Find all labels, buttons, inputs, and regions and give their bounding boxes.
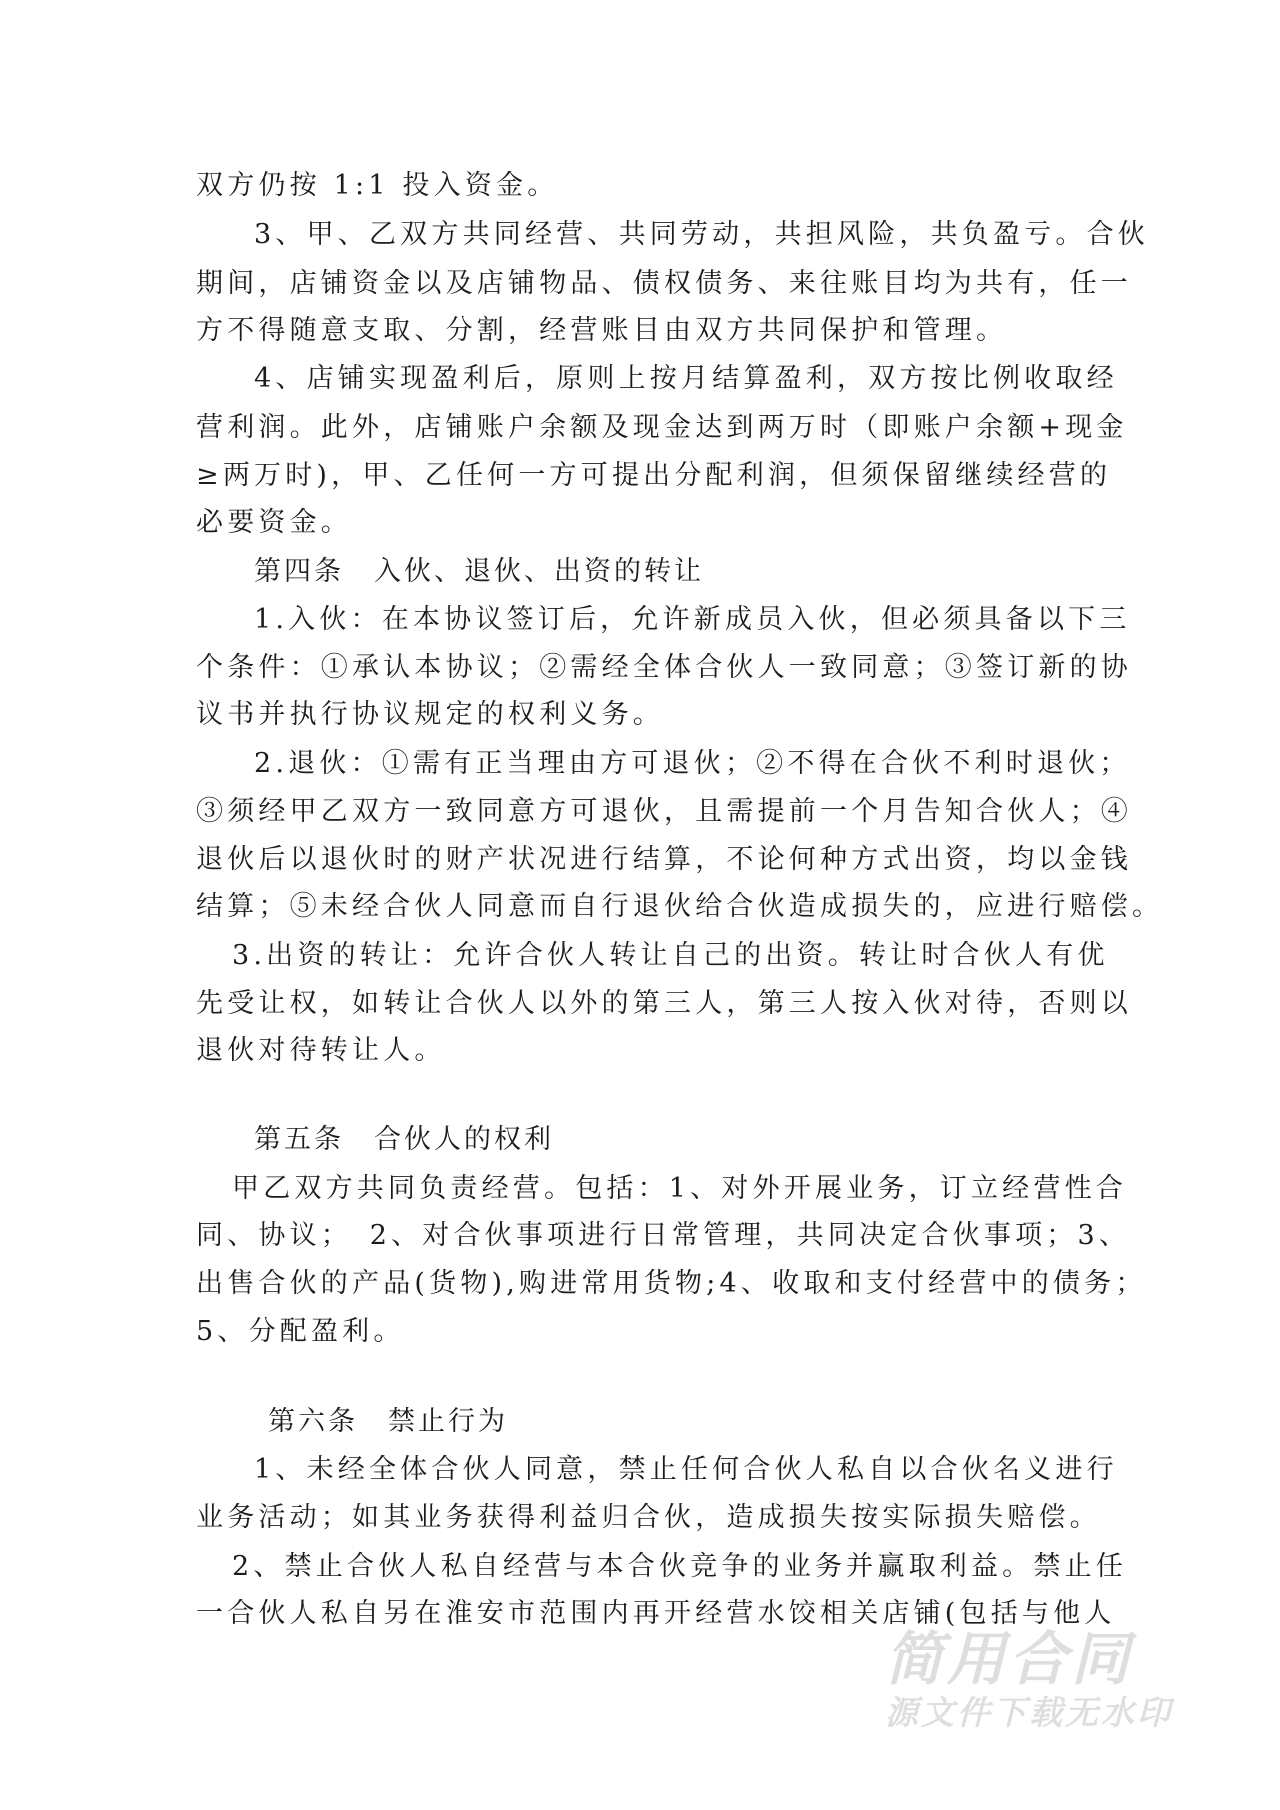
document-line: 4、店铺实现盈利后，原则上按月结算盈利，双方按比例收取经 bbox=[254, 363, 1118, 395]
document-line: 结算；⑤未经合伙人同意而自行退伙给合伙造成损失的，应进行赔偿。 bbox=[196, 891, 1164, 923]
watermark-slogan: 源文件下载无水印 bbox=[885, 1693, 1173, 1732]
document-line: 一合伙人私自另在淮安市范围内再开经营水饺相关店铺(包括与他人 bbox=[196, 1598, 1116, 1630]
document-line: 方不得随意支取、分割，经营账目由双方共同保护和管理。 bbox=[196, 315, 1008, 347]
document-line: 退伙对待转让人。 bbox=[196, 1035, 446, 1067]
document-line: 3.出资的转让：允许合伙人转让自己的出资。转让时合伙人有优 bbox=[232, 940, 1109, 972]
document-line: 甲乙双方共同负责经营。包括：1、对外开展业务，订立经营性合 bbox=[232, 1172, 1127, 1204]
document-line: 3、甲、乙双方共同经营、共同劳动，共担风险，共负盈亏。合伙 bbox=[254, 218, 1149, 250]
document-line: 2.退伙：①需有正当理由方可退伙；②不得在合伙不利时退伙； bbox=[254, 748, 1131, 780]
watermark-brand: 简用合同 bbox=[885, 1625, 1134, 1693]
document-line: 营利润。此外，店铺账户余额及现金达到两万时（即账户余额+现金 bbox=[196, 412, 1128, 444]
document-line: 第六条 禁止行为 bbox=[268, 1406, 508, 1438]
document-line: 个条件：①承认本协议；②需经全体合伙人一致同意；③签订新的协 bbox=[196, 651, 1132, 683]
document-line: 先受让权，如转让合伙人以外的第三人，第三人按入伙对待，否则以 bbox=[196, 987, 1132, 1019]
document-line: 2、禁止合伙人私自经营与本合伙竞争的业务并赢取利益。禁止任 bbox=[232, 1550, 1127, 1582]
document-line: 1、未经全体合伙人同意，禁止任何合伙人私自以合伙名义进行 bbox=[254, 1454, 1118, 1486]
document-line: 议书并执行协议规定的权利义务。 bbox=[196, 699, 664, 731]
document-line: 双方仍按 1:1 投入资金。 bbox=[196, 170, 559, 202]
document-line: 退伙后以退伙时的财产状况进行结算，不论何种方式出资，均以金钱 bbox=[196, 843, 1132, 875]
document-line: 业务活动；如其业务获得利益归合伙，造成损失按实际损失赔偿。 bbox=[196, 1501, 1101, 1533]
document-line: 同、协议； 2、对合伙事项进行日常管理，共同决定合伙事项；3、 bbox=[196, 1220, 1131, 1252]
document-line: ≥两万时)，甲、乙任何一方可提出分配利润，但须保留继续经营的 bbox=[196, 459, 1112, 491]
document-line: 出售合伙的产品(货物),购进常用货物;4、收取和支付经营中的债务； bbox=[196, 1267, 1147, 1299]
document-line: 必要资金。 bbox=[196, 507, 352, 539]
document-line: 第四条 入伙、退伙、出资的转让 bbox=[254, 556, 704, 588]
document-line: ③须经甲乙双方一致同意方可退伙，且需提前一个月告知合伙人；④ bbox=[196, 795, 1132, 827]
document-line: 5、分配盈利。 bbox=[196, 1315, 405, 1347]
document-line: 1.入伙：在本协议签订后，允许新成员入伙，但必须具备以下三 bbox=[254, 603, 1131, 635]
document-line: 期间，店铺资金以及店铺物品、债权债务、来往账目均为共有，任一 bbox=[196, 267, 1132, 299]
document-line: 第五条 合伙人的权利 bbox=[254, 1123, 554, 1155]
